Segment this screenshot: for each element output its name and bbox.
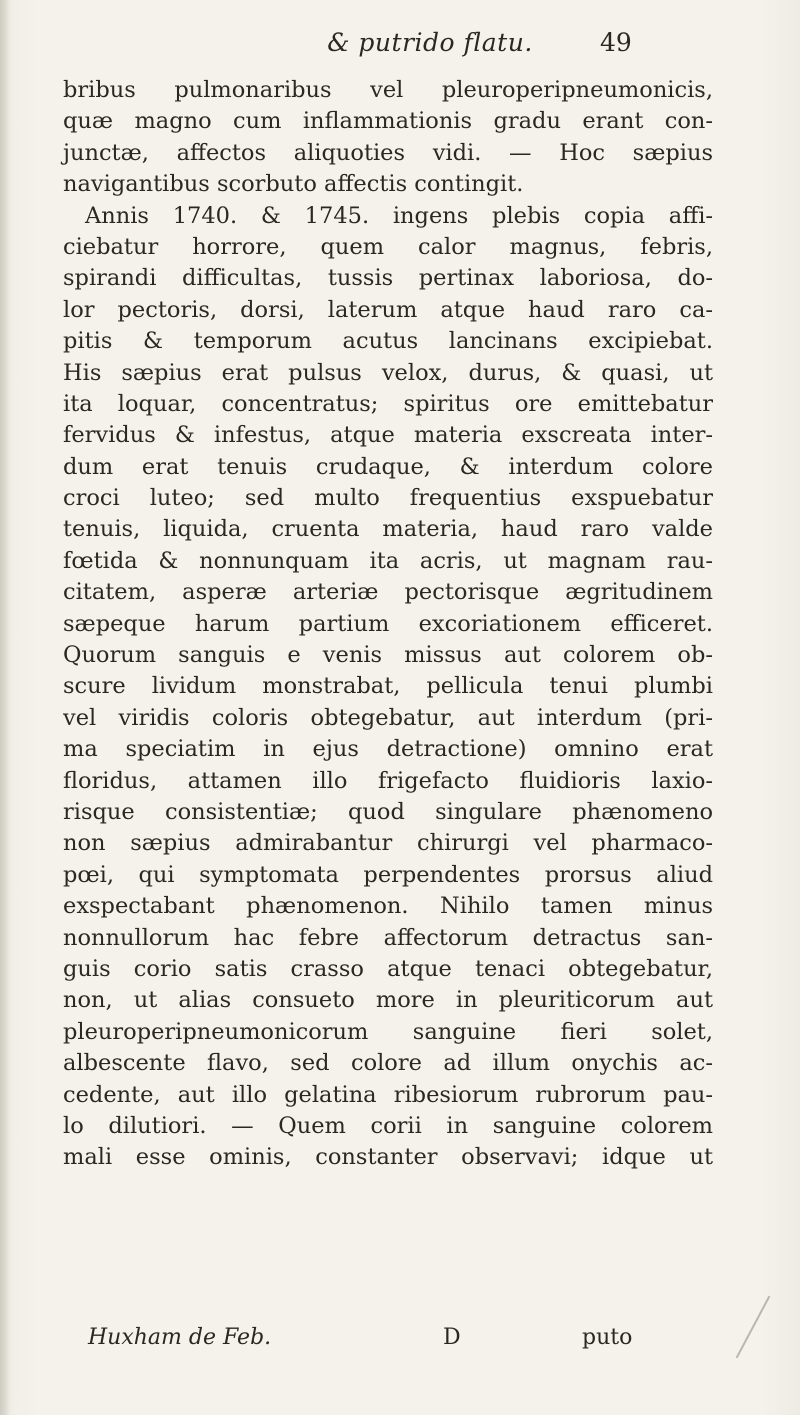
catchword: puto	[582, 1325, 633, 1350]
text-line: albescente flavo, sed colore ad illum onychis ac-	[63, 1050, 713, 1077]
footer-signature: Huxham de Feb.	[88, 1325, 272, 1350]
text-line: risque consistentiæ; quod singulare phænomeno	[63, 798, 713, 825]
text-line: non, ut alias consueto more in pleuriticorum aut	[63, 987, 713, 1014]
text-line: pleuroperipneumonicorum sanguine fieri solet,	[63, 1018, 713, 1045]
text-line: floridus, attamen illo frigefacto fluidioris laxio-	[63, 767, 713, 794]
text-line: quæ magno cum inflammationis gradu erant con-	[63, 108, 713, 135]
text-line: exspectabant phænomenon. Nihilo tamen minus	[63, 893, 713, 920]
page-footer	[88, 1325, 633, 1357]
text-line: guis corio satis crasso atque tenaci obtegebatur,	[63, 955, 713, 982]
text-line: Quorum sanguis e venis missus aut colorem ob-	[63, 642, 713, 669]
text-line: fœtida & nonnunquam ita acris, ut magnam rau-	[63, 547, 713, 574]
text-line: sæpeque harum partium excoriationem efficeret.	[63, 610, 713, 637]
binding-shadow	[0, 0, 10, 1415]
running-head	[0, 22, 800, 62]
text-line: mali esse ominis, constanter observavi; idque ut	[63, 1144, 713, 1171]
text-line: ita loquar, concentratus; spiritus ore emittebatur	[63, 390, 713, 417]
text-line: pœi, qui symptomata perpendentes prorsus aliud	[63, 861, 713, 888]
text-line: fervidus & infestus, atque materia exscreata inter-	[63, 422, 713, 449]
text-line: His sæpius erat pulsus velox, durus, & quasi, ut	[63, 359, 713, 386]
text-line: navigantibus scorbuto affectis contingit.	[63, 171, 524, 198]
text-line: non sæpius admirabantur chirurgi vel pharmaco-	[63, 830, 713, 857]
body-text	[63, 75, 713, 1174]
text-line: lor pectoris, dorsi, laterum atque haud raro ca-	[63, 296, 713, 323]
text-line: dum erat tenuis crudaque, & interdum colore	[63, 453, 713, 480]
text-line: citatem, asperæ arteriæ pectorisque ægritudinem	[63, 579, 713, 606]
text-line: ma speciatim in ejus detractione) omnino erat	[63, 736, 713, 763]
text-line: vel viridis coloris obtegebatur, aut interdum (pri-	[63, 704, 713, 731]
text-line: nonnullorum hac febre affectorum detractus san-	[63, 924, 713, 951]
text-line: pitis & temporum acutus lancinans excipiebat.	[63, 328, 713, 355]
text-line: lo dilutiori. — Quem corii in sanguine colorem	[63, 1112, 713, 1139]
text-line: scure lividum monstrabat, pellicula tenui plumbi	[63, 673, 713, 700]
text-line: tenuis, liquida, cruenta materia, haud raro valde	[63, 516, 713, 543]
signature-mark: D	[443, 1325, 461, 1350]
pencil-mark	[736, 1296, 771, 1359]
text-line: junctæ, affectos aliquoties vidi. — Hoc sæpius	[63, 139, 713, 166]
text-line: croci luteo; sed multo frequentius exspuebatur	[63, 485, 713, 512]
text-line: spirandi difficultas, tussis pertinax laboriosa, do-	[63, 265, 713, 292]
running-head-title: & putrido flatu.	[327, 28, 533, 57]
text-line: cedente, aut illo gelatina ribesiorum rubrorum pau-	[63, 1081, 713, 1108]
text-line: Annis 1740. & 1745. ingens plebis copia affi-	[85, 202, 713, 229]
text-line: bribus pulmonaribus vel pleuroperipneumonicis,	[63, 77, 713, 103]
page-number: 49	[600, 28, 632, 57]
text-line: ciebatur horrore, quem calor magnus, febris,	[63, 233, 713, 260]
